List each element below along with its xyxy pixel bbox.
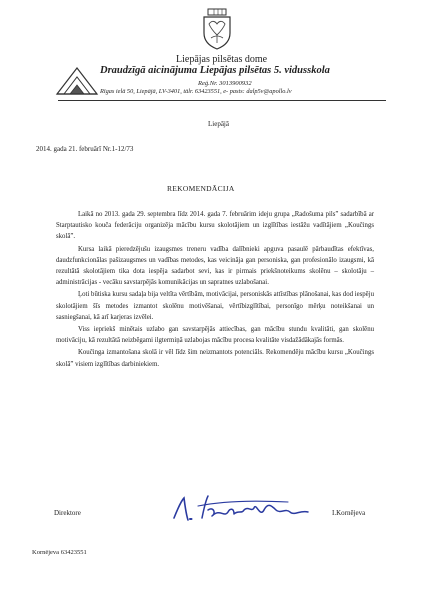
signer-name: I.Kornējeva <box>332 509 366 517</box>
registration-number: Reģ.Nr. 3013900932 <box>198 80 252 87</box>
signer-role: Direktore <box>54 509 81 517</box>
header-divider <box>58 100 386 101</box>
paragraph: Viss iepriekš minētais uzlabo gan savstarpējās attiecības, gan mācību stundu kvalitāti, gan skolēnu motivāciju, kā rezultātā neizbēgami ilgtermiņā uzlabojas mācību procesa kvalitāte visdažādākajās formās. <box>56 326 374 345</box>
paragraph: Koučinga izmantošana skolā ir vēl līdz šim neizmantots potenciāls. Rekomendēju mācību kursu „Koučings skolā” visiem izglītības darbiniekiem. <box>56 349 374 368</box>
contact-person: Kornējeva 63423551 <box>32 549 87 556</box>
paragraph: Laikā no 2013. gada 29. septembra līdz 2014. gada 7. februārim ideju grupa „Radošuma pils” sadarbībā ar Starptautisko kouča federāciju organizēja mācību kursu skolotājiem un izglītības iestāžu vadītājiem „Koučings skolā”. <box>56 211 374 241</box>
letter-body <box>56 209 374 371</box>
document-city: Liepājā <box>208 120 229 128</box>
paragraph: Ļoti būtiska kursu sadaļa bija veltīta vērtībām, motivācijai, personiskās attīstības plānošanai, kas dod iespēju skolotājiem šīs metodes izmantot skolēnu motivēšanai, vērtībizglītībai, personīgo mērķu noteikšanai un sasniegšanai, kā arī karjeras izvēlei. <box>56 291 374 321</box>
city-council-name: Liepājas pilsētas dome <box>176 54 268 65</box>
city-coat-of-arms-icon <box>200 8 234 50</box>
paragraph: Kursa laikā pieredzējušu izaugsmes treneru vadība dalībnieki apguva pasaulē pārbaudītas efektīvas, daudzfunkcionālas pašizaugsmes un vadības metodes, kas veicināja gan personiska, gan profesionālo izaugsmi, kā rezultātā skolotājiem tika dota iespēja sadarbot sevi, kas ir pirmais priekšnoteikums skolēnu – skolotāju – administrācijas - vecāku savstarpējās komunikācijas un sapratnes uzlabošanai. <box>56 245 374 287</box>
document-date-number: 2014. gada 21. februārī Nr.1-12/73 <box>36 145 134 153</box>
document-title: REKOMENDĀCIJA <box>167 184 235 193</box>
handwritten-signature <box>168 488 318 528</box>
school-name: Draudzīgā aicinājuma Liepājas pilsētas 5. vidusskola <box>100 65 330 76</box>
school-emblem-icon <box>55 64 99 98</box>
school-address: Rīgas ielā 50, Liepājā, LV-3401, tālr. 63423551, e- pasts: dalp5v@apollo.lv <box>100 88 292 95</box>
